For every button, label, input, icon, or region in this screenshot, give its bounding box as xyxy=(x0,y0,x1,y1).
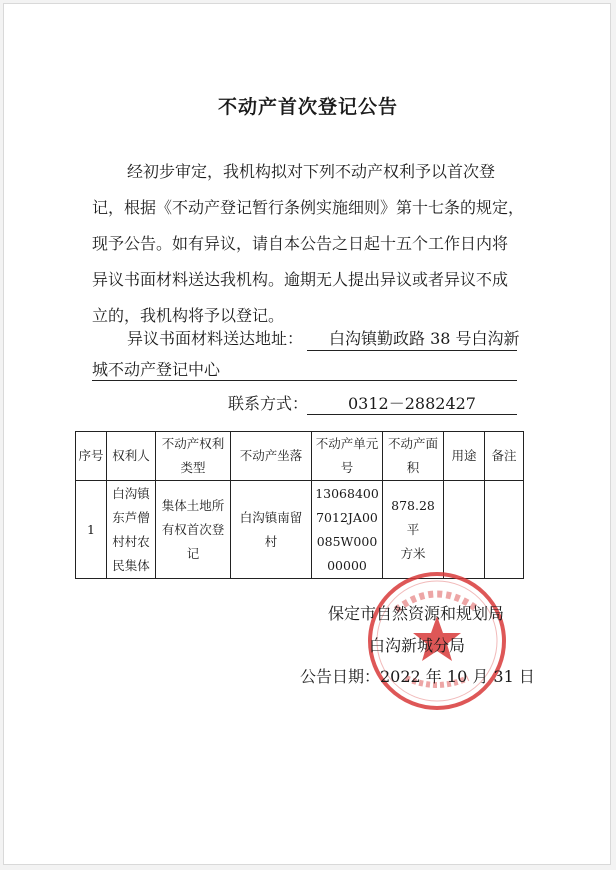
address-underline-2 xyxy=(92,380,517,381)
header-note: 备注 xyxy=(485,432,524,481)
header-usage: 用途 xyxy=(444,432,485,481)
issuing-org-line-2: 白沟新城分局 xyxy=(369,636,466,655)
address-underline-1 xyxy=(307,350,517,351)
contact-value: 0312－2882427 xyxy=(348,394,476,413)
cell-unit-no: 13068400 7012JA00 085W000 00000 xyxy=(312,481,383,579)
body-line-1: 经初步审定，我机构拟对下列不动产权利予以首次登 xyxy=(127,162,496,181)
header-area: 不动产面 积 xyxy=(383,432,444,481)
registration-table xyxy=(75,431,524,579)
contact-underline xyxy=(307,414,517,415)
issuing-org-line-1: 保定市自然资源和规划局 xyxy=(328,604,505,623)
header-location: 不动产坐落 xyxy=(231,432,312,481)
header-owner: 权利人 xyxy=(107,432,156,481)
address-label: 异议书面材料送达地址： xyxy=(127,329,304,348)
header-index: 序号 xyxy=(76,432,107,481)
cell-owner: 白沟镇 东芦僧 村村农 民集体 xyxy=(107,481,156,579)
table-header-row xyxy=(76,432,524,481)
cell-note xyxy=(485,481,524,579)
document-page xyxy=(3,3,611,865)
cell-area: 878.28 平 方米 xyxy=(383,481,444,579)
cell-index: 1 xyxy=(76,481,107,579)
cell-right-type: 集体土地所 有权首次登 记 xyxy=(156,481,231,579)
announcement-date: 公告日期：2022 年 10 月 31 日 xyxy=(300,667,535,686)
cell-location: 白沟镇南留 村 xyxy=(231,481,312,579)
address-value-line-2: 城不动产登记中心 xyxy=(92,360,221,379)
contact-label: 联系方式： xyxy=(228,394,309,413)
header-unit-no: 不动产单元 号 xyxy=(312,432,383,481)
header-right-type: 不动产权利 类型 xyxy=(156,432,231,481)
body-line-5: 立的，我机构将予以登记。 xyxy=(92,306,285,325)
body-line-4: 异议书面材料送达我机构。逾期无人提出异议或者异议不成 xyxy=(92,270,509,289)
address-value-line-1: 白沟镇勤政路 38 号白沟新 xyxy=(329,329,520,348)
document-title: 不动产首次登记公告 xyxy=(217,96,398,118)
body-line-2: 记，根据《不动产登记暂行条例实施细则》第十七条的规定， xyxy=(92,198,525,217)
table-row xyxy=(76,481,524,579)
body-line-3: 现予公告。如有异议，请自本公告之日起十五个工作日内将 xyxy=(92,234,509,253)
cell-usage xyxy=(444,481,485,579)
